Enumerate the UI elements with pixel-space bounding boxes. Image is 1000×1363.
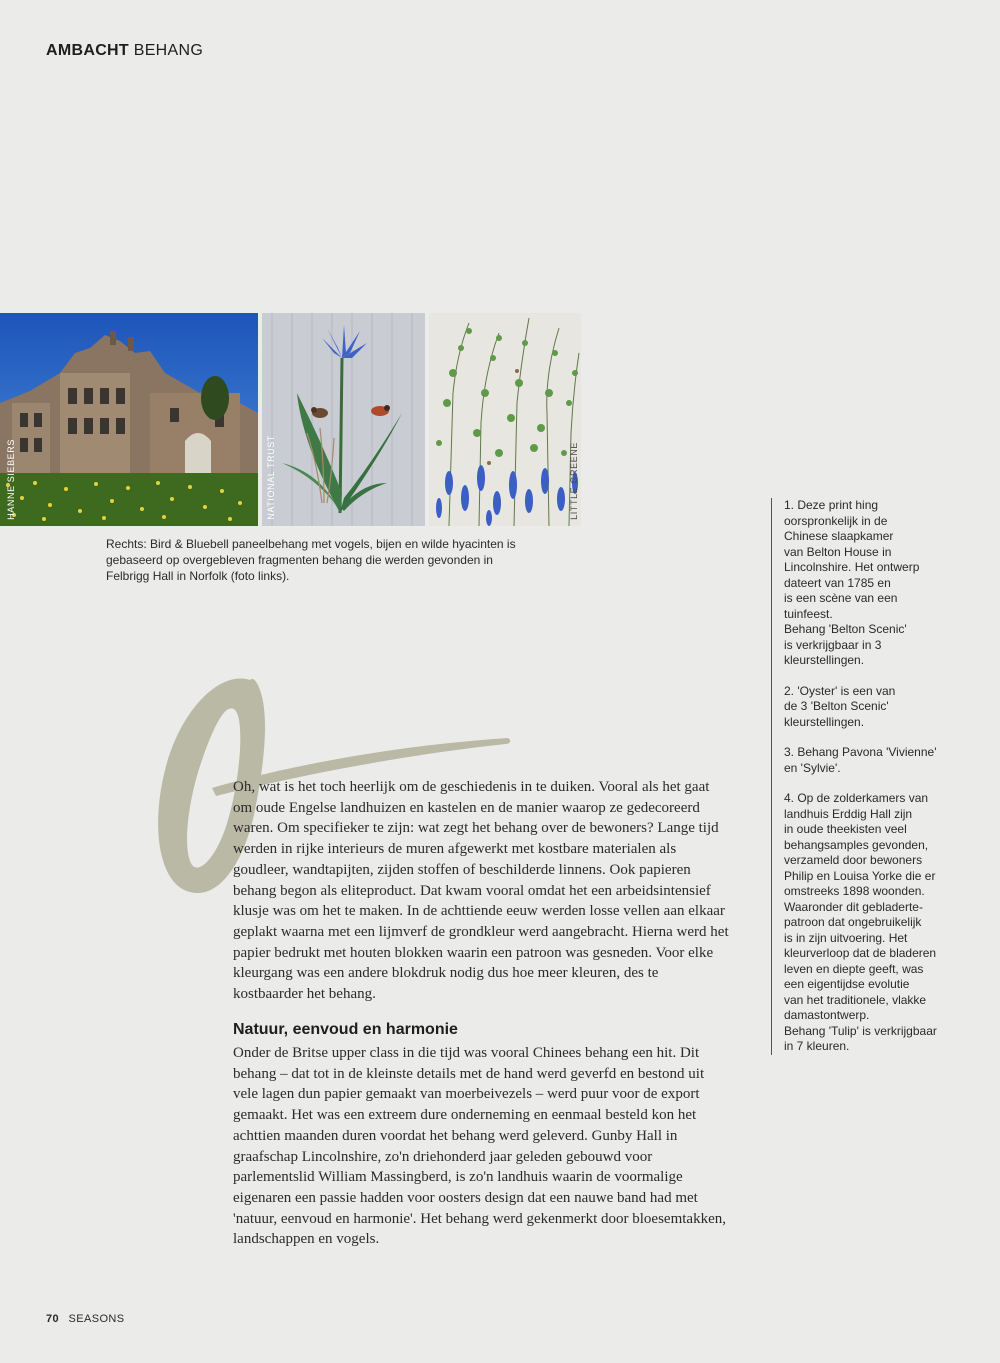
sidebar-note: 4. Op de zolderkamers van landhuis Erddig Hall zijn in oude theekisten veel behangsamples gevonden, verzameld door bewoners Philip en Louisa Yorke die er omstreeks 1898 woonden. Waaronder dit gebladerte- patroon dat ongebruikelijk is in zijn uitvoering. Het kleurverloop dat de bladeren leven en diepte geeft, was een eigentijdse evolutie van het traditionele, vlakke damastontwerp. Behang 'Tulip' is verkrijgbaar in 7 kleuren.: [784, 791, 937, 1053]
photo-credit: LITTLE GREENE: [569, 442, 579, 520]
section-category: AMBACHT: [46, 42, 129, 59]
photo-credit: HANNE SIEBERS: [6, 439, 16, 520]
sidebar-notes: [771, 498, 974, 1055]
page-footer: [46, 1313, 125, 1325]
photo-credit: NATIONAL TRUST: [266, 435, 276, 520]
article-subheading: Natuur, eenvoud en harmonie: [233, 1021, 458, 1038]
page-number: 70: [46, 1313, 60, 1325]
felbrigg-hall-photo: [0, 313, 258, 526]
article-paragraph: Oh, wat is het toch heerlijk om de geschiedenis in te duiken. Vooral als het gaat om oude Engelse landhuizen en kastelen en de manier waarop ze gedecoreerd waren. Om specifieker te zijn: wat zegt het behang over de bewoners? Lange tijd werden in rijke interieurs de muren afgewerkt met kostbare materialen als goudleer, wandtapijten, zijden stoffen of beschilderde linnens. Ook papieren behang begon als eliteproduct. Dat kwam vooral omdat het een arbeidsintensief klusje was om het te maken. In de achttiende eeuw werden losse vellen aan elkaar geplakt waarna met een lijmverf de grondkleur werd aangebracht. Hierna werd het papier bedrukt met houten blokken waarin een patroon was gesneden. Voor elke kleurgang was een andere blokdruk nodig dus hoe meer kleuren, des te kostbaarder het behang.: [233, 779, 729, 1003]
article-body: [233, 777, 731, 1005]
sidebar-note: 1. Deze print hing oorspronkelijk in de Chinese slaapkamer van Belton House in Lincolnshire. Het ontwerp dateert van 1785 en is een scène van een tuinfeest. Behang 'Belton Scenic' is verkrijgbaar in 3 kleurstellingen.: [784, 498, 920, 667]
magazine-name: SEASONS: [68, 1313, 125, 1325]
article-paragraph: Onder de Britse upper class in die tijd was vooral Chinees behang een hit. Dit behang – dat tot in de kleinste details met de hand werd geverfd en bestond uit vele lagen dun papier gemaakt van moerbeivezels – werd puur voor de export gemaakt. Het was een extreem dure onderneming en eenmaal besteld kon het achttien maanden duren voordat het behang werd geleverd. Gunby Hall in graafschap Lincolnshire, zo'n driehonderd jaar geleden gebouwd voor parlementslid William Massingberd, is zo'n landhuis waarin de voormalige eigenaren een passie hadden voor oosters design dat een nauwe band had met 'natuur, eenvoud en harmonie'. Het behang werd gekenmerkt door bloesemtakken, landschappen en vogels.: [233, 1045, 726, 1248]
article-body-continued: [233, 1043, 731, 1250]
sidebar-note: 3. Behang Pavona 'Vivienne' en 'Sylvie'.: [784, 745, 937, 775]
bird-bluebell-wallpaper-photo: [262, 313, 425, 526]
sidebar-note: 2. 'Oyster' is een van de 3 'Belton Scenic' kleurstellingen.: [784, 683, 896, 729]
section-header: [46, 42, 203, 60]
photo-caption: Rechts: Bird & Bluebell paneelbehang met vogels, bijen en wilde hyacinten is gebaseerd op overgebleven fragmenten behang die werden gevonden in Felbrigg Hall in Norfolk (foto links).: [106, 537, 516, 583]
floral-wallpaper-photo: [429, 313, 581, 526]
section-topic: BEHANG: [133, 42, 204, 59]
